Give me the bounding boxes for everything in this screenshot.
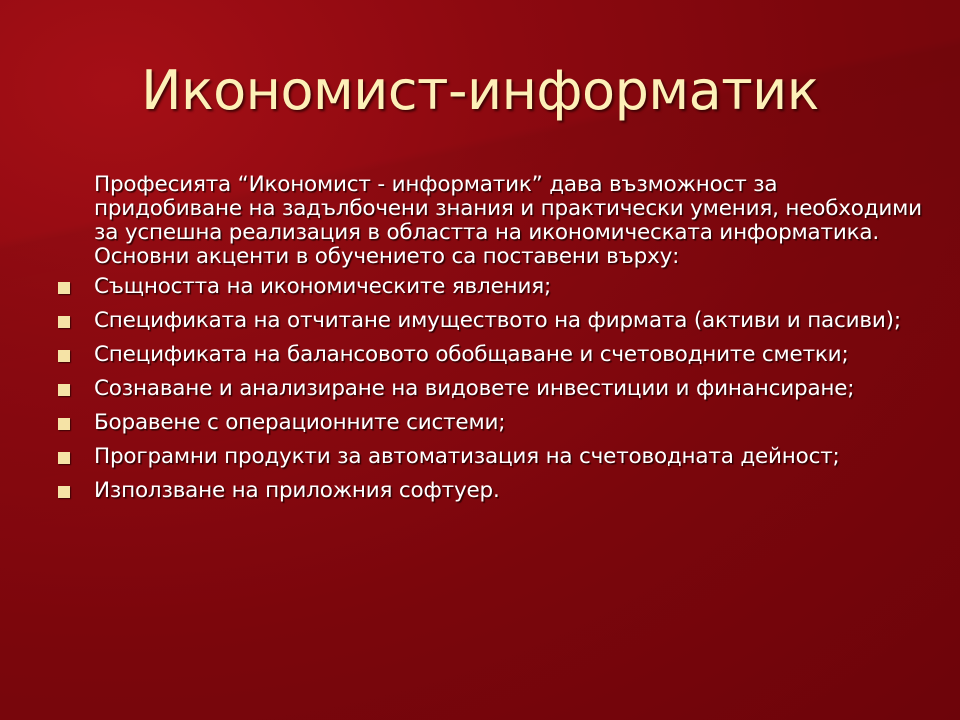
square-bullet-icon xyxy=(58,350,70,362)
intro-paragraph xyxy=(56,173,926,269)
list-item-text: Спецификата на балансовото обобщаване и счетоводните сметки; xyxy=(94,342,849,367)
list-item xyxy=(56,377,926,401)
list-item-text: Спецификата на отчитане имуществото на фирмата (активи и пасиви); xyxy=(94,308,901,333)
list-item-text: Използване на приложния софтуер. xyxy=(94,478,500,503)
list-item xyxy=(56,275,926,299)
square-bullet-icon xyxy=(58,384,70,396)
list-item xyxy=(56,479,926,503)
slide-content xyxy=(56,173,926,513)
square-bullet-icon xyxy=(58,316,70,328)
list-item-text: Същността на икономическите явления; xyxy=(94,274,552,299)
list-item xyxy=(56,309,926,333)
list-item-text: Програмни продукти за автоматизация на счетоводната дейност; xyxy=(94,444,840,469)
square-bullet-icon xyxy=(58,452,70,464)
list-item xyxy=(56,445,926,469)
list-item xyxy=(56,411,926,435)
square-bullet-icon xyxy=(58,486,70,498)
bullet-list xyxy=(56,275,926,503)
square-bullet-icon xyxy=(58,282,70,294)
list-item-text: Сознаване и анализиране на видовете инвестиции и финансиране; xyxy=(94,376,855,401)
slide-title: Икономист-информатик xyxy=(141,59,819,122)
square-bullet-icon xyxy=(58,418,70,430)
list-item xyxy=(56,343,926,367)
intro-text: Професията “Икономист - информатик” дава възможност за придобиване на задълбочени знания и практически умения, необходими за успешна реализация в областта на икономическата информатика. Основни акценти в обучението са поставени върху: xyxy=(94,172,922,269)
list-item-text: Боравене с операционните системи; xyxy=(94,410,506,435)
